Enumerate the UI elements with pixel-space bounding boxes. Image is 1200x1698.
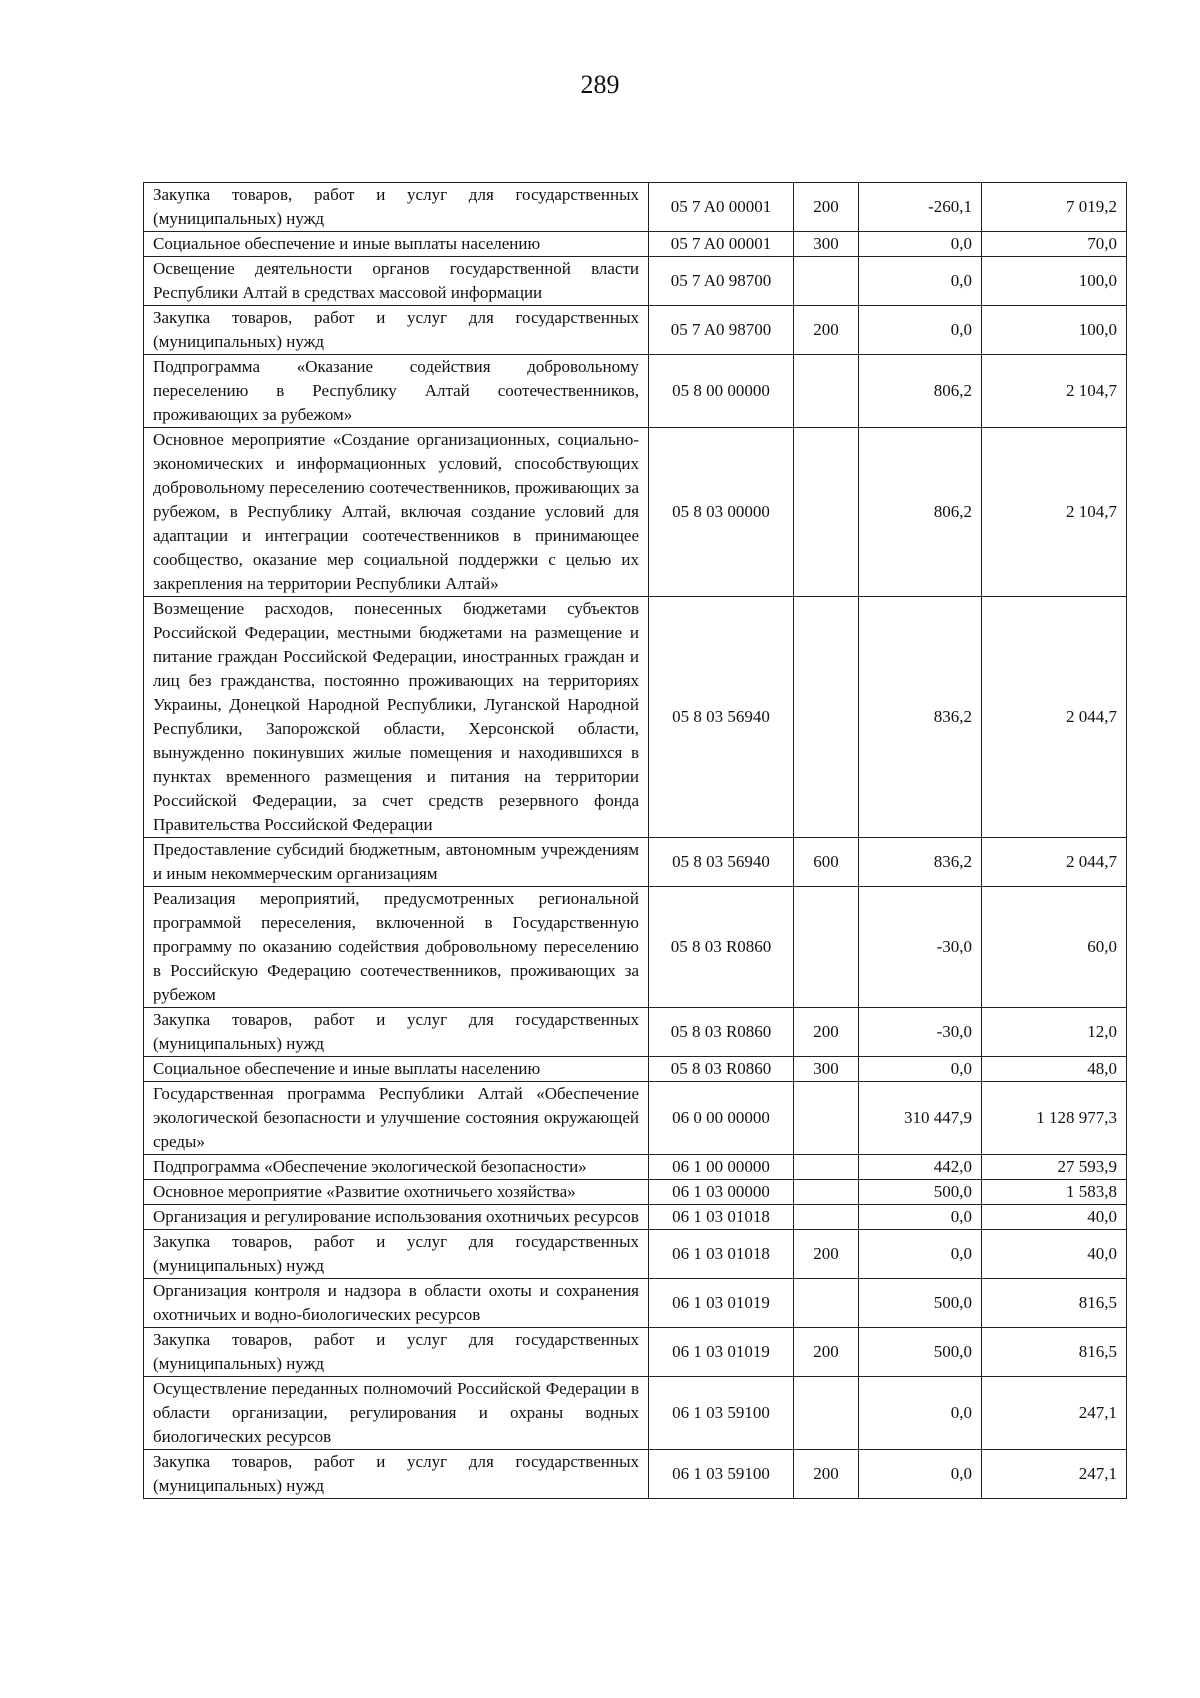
amount-total-cell: 100,0 [982, 306, 1127, 355]
expense-name-cell: Закупка товаров, работ и услуг для государственных (муниципальных) нужд [144, 1230, 649, 1279]
expense-name-cell: Основное мероприятие «Развитие охотничьего хозяйства» [144, 1180, 649, 1205]
target-article-code-cell: 05 8 03 R0860 [649, 1008, 794, 1057]
expense-name-cell: Организация контроля и надзора в области охоты и сохранения охотничьих и водно-биологических ресурсов [144, 1279, 649, 1328]
expense-name-cell: Организация и регулирование использования охотничьих ресурсов [144, 1205, 649, 1230]
expense-name-cell: Закупка товаров, работ и услуг для государственных (муниципальных) нужд [144, 183, 649, 232]
table-row [144, 183, 1127, 232]
target-article-code-cell: 06 1 03 01019 [649, 1328, 794, 1377]
amount-change-cell: 0,0 [859, 232, 982, 257]
expense-type-cell [794, 1180, 859, 1205]
expense-name-cell: Основное мероприятие «Создание организационных, социально-экономических и информационных условий, способствующих добровольному переселению соотечественников, проживающих за рубежом, в Республику Алтай, включая создание условий для адаптации и интеграции соотечественников в принимающее сообщество, оказание мер социальной поддержки с целью их закрепления на территории Республики Алтай» [144, 428, 649, 597]
amount-total-cell: 2 044,7 [982, 597, 1127, 838]
expense-name-cell: Закупка товаров, работ и услуг для государственных (муниципальных) нужд [144, 1450, 649, 1499]
expense-name-cell: Закупка товаров, работ и услуг для государственных (муниципальных) нужд [144, 1008, 649, 1057]
target-article-code-cell: 05 7 A0 00001 [649, 183, 794, 232]
expense-type-cell: 200 [794, 1328, 859, 1377]
expense-name-cell: Освещение деятельности органов государственной власти Республики Алтай в средствах массовой информации [144, 257, 649, 306]
target-article-code-cell: 06 1 03 01019 [649, 1279, 794, 1328]
expense-type-cell [794, 355, 859, 428]
target-article-code-cell: 05 7 A0 98700 [649, 306, 794, 355]
table-row [144, 838, 1127, 887]
table-row [144, 355, 1127, 428]
expense-type-cell: 200 [794, 1450, 859, 1499]
target-article-code-cell: 05 8 03 R0860 [649, 1057, 794, 1082]
table-row [144, 1377, 1127, 1450]
target-article-code-cell: 05 8 03 56940 [649, 597, 794, 838]
amount-change-cell: 500,0 [859, 1328, 982, 1377]
amount-total-cell: 70,0 [982, 232, 1127, 257]
amount-change-cell: 0,0 [859, 1377, 982, 1450]
expense-name-cell: Предоставление субсидий бюджетным, автономным учреждениям и иным некоммерческим организациям [144, 838, 649, 887]
amount-change-cell: 0,0 [859, 306, 982, 355]
table-row [144, 257, 1127, 306]
amount-change-cell: 806,2 [859, 355, 982, 428]
budget-table-body [144, 183, 1127, 1499]
target-article-code-cell: 05 8 03 56940 [649, 838, 794, 887]
expense-name-cell: Подпрограмма «Обеспечение экологической безопасности» [144, 1155, 649, 1180]
expense-type-cell [794, 1205, 859, 1230]
target-article-code-cell: 06 1 03 01018 [649, 1205, 794, 1230]
expense-type-cell [794, 1155, 859, 1180]
expense-type-cell [794, 1377, 859, 1450]
expense-name-cell: Реализация мероприятий, предусмотренных региональной программой переселения, включенной в Государственную программу по оказанию содействия добровольному переселению в Российскую Федерацию соотечественников, проживающих за рубежом [144, 887, 649, 1008]
expense-name-cell: Государственная программа Республики Алтай «Обеспечение экологической безопасности и улучшение состояния окружающей среды» [144, 1082, 649, 1155]
expense-type-cell: 200 [794, 306, 859, 355]
target-article-code-cell: 05 8 03 R0860 [649, 887, 794, 1008]
page-number: 289 [580, 70, 620, 99]
target-article-code-cell: 06 1 03 59100 [649, 1377, 794, 1450]
amount-change-cell: -260,1 [859, 183, 982, 232]
table-row [144, 1057, 1127, 1082]
target-article-code-cell: 05 7 A0 00001 [649, 232, 794, 257]
expense-type-cell: 200 [794, 1008, 859, 1057]
amount-total-cell: 2 104,7 [982, 428, 1127, 597]
expense-name-cell: Подпрограмма «Оказание содействия добровольному переселению в Республику Алтай соотечественников, проживающих за рубежом» [144, 355, 649, 428]
amount-total-cell: 247,1 [982, 1450, 1127, 1499]
target-article-code-cell: 06 1 03 00000 [649, 1180, 794, 1205]
amount-change-cell: 836,2 [859, 597, 982, 838]
amount-total-cell: 48,0 [982, 1057, 1127, 1082]
table-row [144, 1155, 1127, 1180]
expense-type-cell [794, 257, 859, 306]
table-row [144, 1279, 1127, 1328]
target-article-code-cell: 05 7 A0 98700 [649, 257, 794, 306]
expense-type-cell: 600 [794, 838, 859, 887]
table-row [144, 887, 1127, 1008]
target-article-code-cell: 06 1 03 59100 [649, 1450, 794, 1499]
amount-total-cell: 7 019,2 [982, 183, 1127, 232]
target-article-code-cell: 05 8 03 00000 [649, 428, 794, 597]
amount-total-cell: 816,5 [982, 1279, 1127, 1328]
expense-name-cell: Осуществление переданных полномочий Российской Федерации в области организации, регулирования и охраны водных биологических ресурсов [144, 1377, 649, 1450]
amount-change-cell: 310 447,9 [859, 1082, 982, 1155]
amount-change-cell: -30,0 [859, 887, 982, 1008]
amount-change-cell: 0,0 [859, 257, 982, 306]
amount-change-cell: 806,2 [859, 428, 982, 597]
expense-name-cell: Возмещение расходов, понесенных бюджетами субъектов Российской Федерации, местными бюджетами на размещение и питание граждан Российской Федерации, иностранных граждан и лиц без гражданства, постоянно проживающих на территориях Украины, Донецкой Народной Республики, Луганской Народной Республики, Запорожской области, Херсонской области, вынужденно покинувших жилые помещения и находившихся в пунктах временного размещения и питания на территории Российской Федерации, за счет средств резервного фонда Правительства Российской Федерации [144, 597, 649, 838]
target-article-code-cell: 05 8 00 00000 [649, 355, 794, 428]
amount-total-cell: 60,0 [982, 887, 1127, 1008]
expense-type-cell: 300 [794, 1057, 859, 1082]
expense-type-cell: 300 [794, 232, 859, 257]
table-row [144, 1230, 1127, 1279]
expense-name-cell: Социальное обеспечение и иные выплаты населению [144, 1057, 649, 1082]
table-row [144, 597, 1127, 838]
amount-total-cell: 40,0 [982, 1230, 1127, 1279]
table-row [144, 1180, 1127, 1205]
table-row [144, 232, 1127, 257]
target-article-code-cell: 06 1 00 00000 [649, 1155, 794, 1180]
amount-change-cell: 500,0 [859, 1279, 982, 1328]
amount-change-cell: 442,0 [859, 1155, 982, 1180]
amount-total-cell: 12,0 [982, 1008, 1127, 1057]
expense-name-cell: Социальное обеспечение и иные выплаты населению [144, 232, 649, 257]
amount-change-cell: 836,2 [859, 838, 982, 887]
amount-total-cell: 1 583,8 [982, 1180, 1127, 1205]
table-row [144, 306, 1127, 355]
expense-type-cell: 200 [794, 1230, 859, 1279]
amount-total-cell: 40,0 [982, 1205, 1127, 1230]
amount-total-cell: 816,5 [982, 1328, 1127, 1377]
target-article-code-cell: 06 1 03 01018 [649, 1230, 794, 1279]
amount-total-cell: 1 128 977,3 [982, 1082, 1127, 1155]
expense-type-cell [794, 1082, 859, 1155]
amount-total-cell: 2 044,7 [982, 838, 1127, 887]
amount-change-cell: 500,0 [859, 1180, 982, 1205]
table-row [144, 428, 1127, 597]
expense-type-cell [794, 1279, 859, 1328]
amount-total-cell: 27 593,9 [982, 1155, 1127, 1180]
amount-change-cell: 0,0 [859, 1230, 982, 1279]
amount-total-cell: 247,1 [982, 1377, 1127, 1450]
amount-change-cell: 0,0 [859, 1450, 982, 1499]
amount-change-cell: 0,0 [859, 1205, 982, 1230]
amount-total-cell: 100,0 [982, 257, 1127, 306]
table-row [144, 1205, 1127, 1230]
table-row [144, 1328, 1127, 1377]
amount-change-cell: -30,0 [859, 1008, 982, 1057]
amount-total-cell: 2 104,7 [982, 355, 1127, 428]
expense-name-cell: Закупка товаров, работ и услуг для государственных (муниципальных) нужд [144, 1328, 649, 1377]
table-row [144, 1450, 1127, 1499]
expense-name-cell: Закупка товаров, работ и услуг для государственных (муниципальных) нужд [144, 306, 649, 355]
expense-type-cell [794, 597, 859, 838]
expense-type-cell: 200 [794, 183, 859, 232]
amount-change-cell: 0,0 [859, 1057, 982, 1082]
expense-type-cell [794, 887, 859, 1008]
table-row [144, 1082, 1127, 1155]
budget-table [143, 182, 1127, 1499]
table-row [144, 1008, 1127, 1057]
expense-type-cell [794, 428, 859, 597]
target-article-code-cell: 06 0 00 00000 [649, 1082, 794, 1155]
